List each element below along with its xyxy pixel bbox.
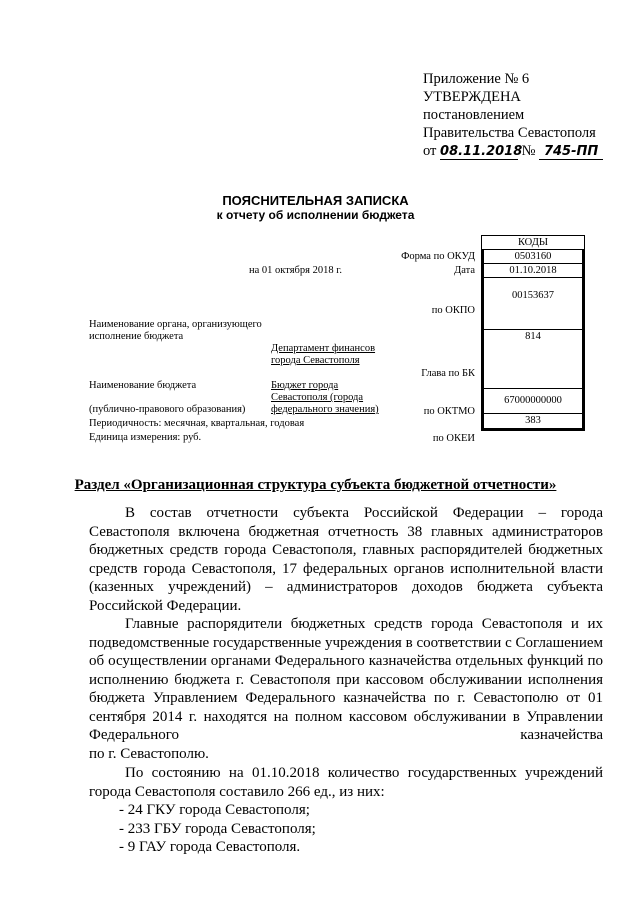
approval-approved: УТВЕРЖДЕНА <box>423 89 521 105</box>
org-label-line2: исполнение бюджета <box>89 331 184 342</box>
paragraph-2-end: по г. Севастополю. <box>89 745 209 762</box>
codes-oktmo-value: 67000000000 <box>504 395 562 406</box>
report-date: на 01 октября 2018 г. <box>249 265 342 276</box>
list-item-2: - 233 ГБУ города Севастополя; <box>119 820 316 837</box>
approval-date-handwritten: 08.11.2018 <box>440 144 523 159</box>
codes-okud: 0503160 <box>484 250 582 264</box>
approval-number-handwritten: 745-ПП <box>543 144 599 159</box>
codes-table <box>481 235 585 431</box>
glava-label: Глава по БК <box>421 368 475 379</box>
budget-value-line3: федерального значения) <box>271 404 379 415</box>
org-value-line1: Департамент финансов <box>271 343 376 354</box>
codes-glava-value: 814 <box>525 331 541 342</box>
codes-okpo <box>484 278 582 330</box>
org-value <box>271 343 375 367</box>
approval-number-label: № <box>521 143 536 159</box>
list-item-1: - 24 ГКУ города Севастополя; <box>119 802 310 818</box>
date-label: Дата <box>454 265 475 276</box>
budget-value-line2: Севастополя (города <box>271 392 364 403</box>
section-heading: Раздел «Организационная структура субъекта бюджетной отчетности» <box>74 477 557 493</box>
paragraph-2: Главные распорядители бюджетных средств города Севастополя и их подведомственные государственные учреждения в соответствии с Соглашением об осуществлении органами Федерального казначейства отдельных функций по исполнению бюджета г. Севастополя при кассовом обслуживании исполнения бюджета Управлением Федерального казначейства по г. Севастополю от 01 сентября 2014 г. находятся на полном кассовом обслуживании в Управлении Федерального казначейства <box>89 616 603 743</box>
codes-okpo-value: 00153637 <box>512 290 554 301</box>
budget-type: (публично-правового образования) <box>89 404 246 415</box>
approval-government: Правительства Севастополя <box>423 125 596 141</box>
approval-resolution: постановлением <box>423 107 525 123</box>
codes-header: КОДЫ <box>482 236 584 250</box>
unit: Единица измерения: руб. <box>89 432 202 443</box>
budget-value <box>271 380 379 416</box>
paragraph-1: В состав отчетности субъекта Российской Федерации – города Севастополя включена бюджетная отчетность 38 главных администраторов бюджетных средств города Севастополя, главных распорядителей бюджетных средств города Севастополя, 17 федеральных органов исполнительной власти (казенных учреждений) – администраторов доходов бюджета субъекта Российской Федерации. <box>89 505 603 614</box>
approval-date-number <box>423 142 603 160</box>
codes-oktmo <box>484 389 582 414</box>
org-label-line1: Наименование органа, организующего <box>89 319 262 330</box>
approval-date-field <box>440 144 523 160</box>
periodicity: Периодичность: месячная, квартальная, годовая <box>89 418 305 429</box>
oktmo-label: по ОКТМО <box>423 406 475 417</box>
okud-label: Форма по ОКУД <box>401 251 475 262</box>
approval-appendix: Приложение № 6 <box>423 71 530 87</box>
budget-value-line1: Бюджет города <box>271 380 339 391</box>
approval-from-label: от <box>423 143 437 159</box>
list-item-3: - 9 ГАУ города Севастополя. <box>119 839 301 855</box>
okei-label: по ОКЕИ <box>432 433 475 444</box>
document-title: ПОЯСНИТЕЛЬНАЯ ЗАПИСКА <box>222 193 409 208</box>
org-value-line2: города Севастополя <box>271 355 360 366</box>
section-body <box>89 504 603 857</box>
codes-glava <box>484 330 582 389</box>
codes-okei: 383 <box>525 415 541 426</box>
paragraph-3: По состоянию на 01.10.2018 количество государственных учреждений города Севастополя составило 266 ед., из них: <box>89 765 603 800</box>
codes-body <box>482 250 584 430</box>
budget-label: Наименование бюджета <box>89 380 197 391</box>
okpo-label: по ОКПО <box>431 305 475 316</box>
codes-date: 01.10.2018 <box>484 264 582 278</box>
approval-number-field <box>539 144 603 160</box>
org-label <box>89 319 262 343</box>
approval-block <box>423 70 603 160</box>
document-subtitle: к отчету об исполнении бюджета <box>216 208 415 222</box>
